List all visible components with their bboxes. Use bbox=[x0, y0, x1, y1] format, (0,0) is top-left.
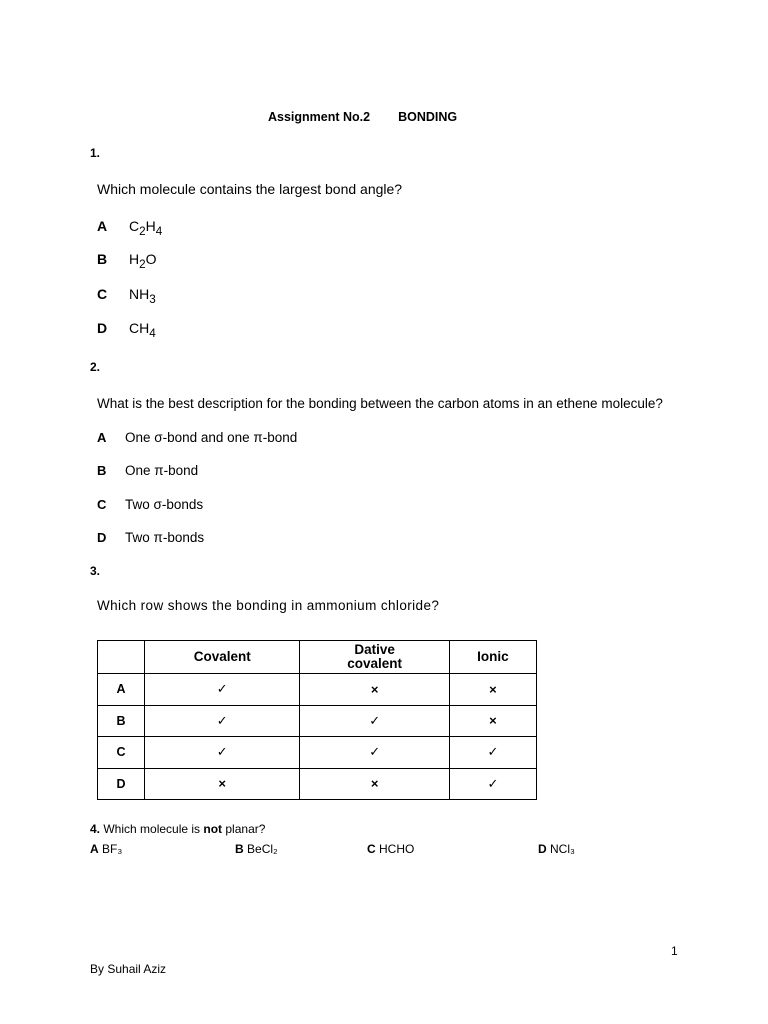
table-cell: ✓ bbox=[145, 674, 300, 706]
q2-option-d-letter: D bbox=[97, 530, 107, 545]
q1-option-d-formula: $CH_4$ bbox=[129, 320, 156, 340]
q2-option-c-letter: C bbox=[97, 497, 107, 512]
table-header-covalent: Covalent bbox=[145, 641, 300, 674]
bonding-table bbox=[97, 640, 537, 800]
q1-option-a-letter: A bbox=[97, 218, 108, 234]
footer-author: By Suhail Aziz bbox=[90, 962, 167, 976]
question-2-number: 2. bbox=[90, 360, 101, 374]
question-1-text: Which molecule contains the largest bond angle? bbox=[97, 181, 403, 197]
question-1-number: 1. bbox=[90, 146, 101, 160]
table-cell: × bbox=[449, 674, 536, 706]
table-row bbox=[98, 768, 537, 800]
question-4-text: 4. Which molecule is not planar? bbox=[90, 822, 266, 836]
row-label: B bbox=[98, 705, 145, 737]
q4-option-c: C HCHO bbox=[367, 842, 415, 856]
table-cell: ✓ bbox=[145, 737, 300, 769]
assignment-title: Assignment No.2 bbox=[268, 110, 371, 124]
q2-option-a-letter: A bbox=[97, 430, 107, 445]
q1-option-a-formula: $C_2H_4$ bbox=[129, 218, 163, 238]
table-cell: ✓ bbox=[300, 705, 449, 737]
q4-option-d: D NCl₃ bbox=[538, 842, 575, 856]
table-cell: ✓ bbox=[449, 737, 536, 769]
table-row bbox=[98, 674, 537, 706]
table-cell: × bbox=[145, 768, 300, 800]
row-label: C bbox=[98, 737, 145, 769]
table-header-row bbox=[98, 641, 537, 674]
page-title bbox=[268, 110, 457, 124]
q2-option-b-letter: B bbox=[97, 463, 107, 478]
question-2-text: What is the best description for the bonding between the carbon atoms in an ethene molecule? bbox=[97, 396, 663, 411]
table-cell: ✓ bbox=[300, 737, 449, 769]
q2-option-d-text: Two π-bonds bbox=[125, 530, 205, 545]
table-cell: × bbox=[300, 768, 449, 800]
table-header-blank bbox=[98, 641, 145, 674]
q2-option-c-text: Two σ-bonds bbox=[125, 497, 204, 512]
row-label: A bbox=[98, 674, 145, 706]
table-cell: ✓ bbox=[145, 705, 300, 737]
q4-option-b: B BeCl₂ bbox=[235, 842, 278, 856]
question-3-number: 3. bbox=[90, 564, 101, 578]
table-cell: × bbox=[300, 674, 449, 706]
table-row bbox=[98, 737, 537, 769]
row-label: D bbox=[98, 768, 145, 800]
q1-option-c-letter: C bbox=[97, 286, 108, 302]
q1-option-d-letter: D bbox=[97, 320, 108, 336]
q2-option-b-text: One π-bond bbox=[125, 463, 199, 478]
q2-option-a-text: One σ-bond and one π-bond bbox=[125, 430, 298, 445]
table-cell: × bbox=[449, 705, 536, 737]
q1-option-b-formula: $H_2O$ bbox=[129, 251, 157, 271]
question-3-text: Which row shows the bonding in ammonium chloride? bbox=[97, 598, 440, 613]
table-header-dative: Dative covalent bbox=[300, 641, 449, 674]
table-row bbox=[98, 705, 537, 737]
table-header-ionic: Ionic bbox=[449, 641, 536, 674]
page-number: 1 bbox=[671, 944, 678, 958]
assignment-topic: BONDING bbox=[398, 110, 458, 124]
q1-option-c-formula: $NH_3$ bbox=[129, 286, 156, 306]
table-cell: ✓ bbox=[449, 768, 536, 800]
q1-option-b-letter: B bbox=[97, 251, 108, 267]
q4-option-a: A BF₃ bbox=[90, 842, 123, 856]
